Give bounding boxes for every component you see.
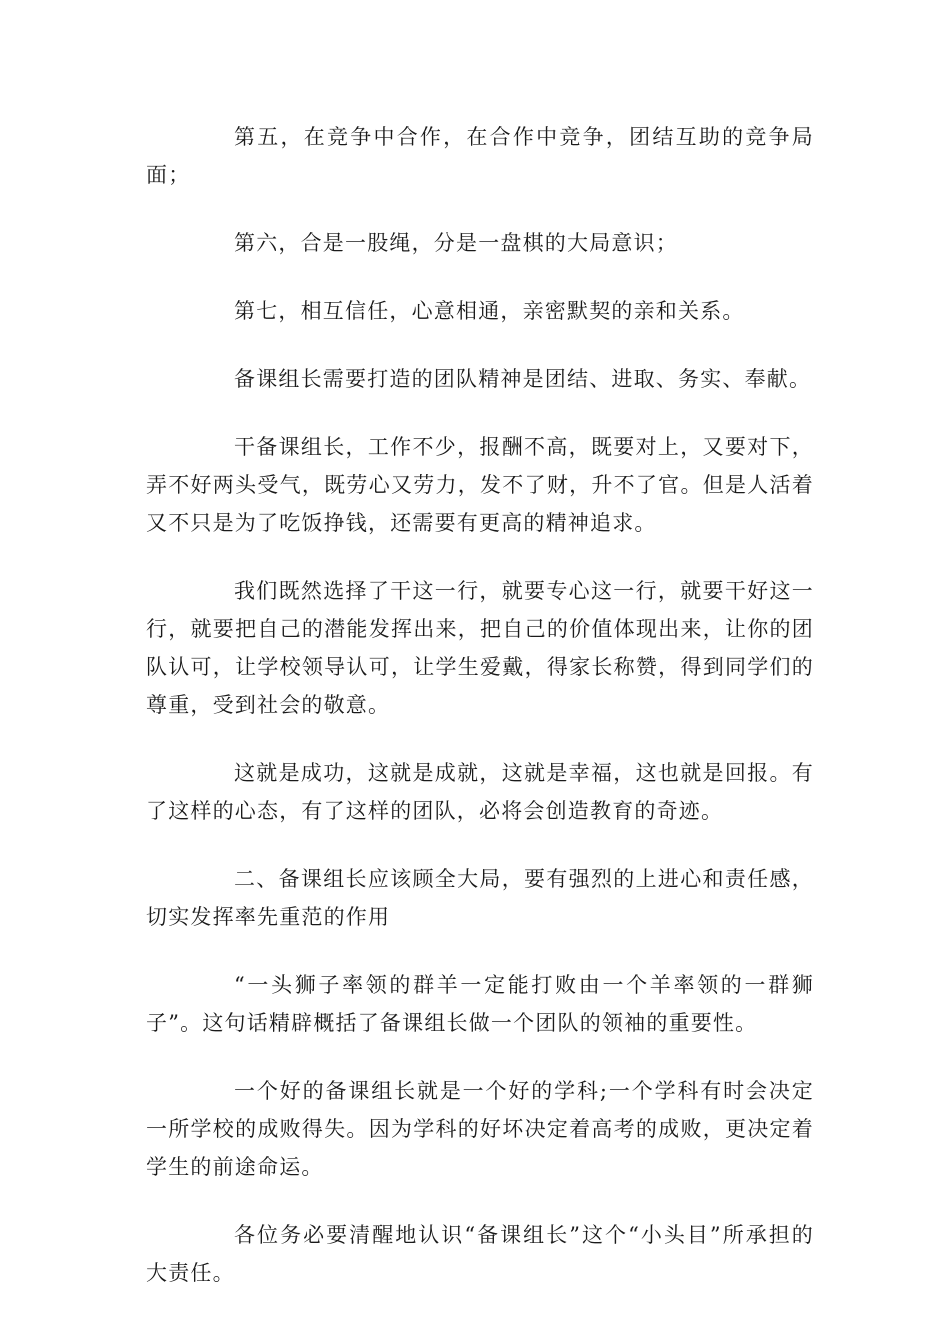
document-body [146,118,814,1292]
paragraph: 我们既然选择了干这一行，就要专心这一行，就要干好这一行，就要把自己的潜能发挥出来，把自己的价值体现出来，让你的团队认可，让学校领导认可，让学生爱戴，得家长称赞，得到同学们的尊重，受到社会的敬意。 [146,579,814,717]
paragraph: 一个好的备课组长就是一个好的学科;一个学科有时会决定一所学校的成败得失。因为学科的好坏决定着高考的成败，更决定着学生的前途命运。 [146,1079,814,1179]
paragraph: 干备课组长，工作不少，报酬不高，既要对上，又要对下，弄不好两头受气，既劳心又劳力，发不了财，升不了官。但是人活着又不只是为了吃饭挣钱，还需要有更高的精神追求。 [146,435,814,535]
paragraph: “一头狮子率领的群羊一定能打败由一个羊率领的一群狮子”。这句话精辟概括了备课组长做一个团队的领袖的重要性。 [146,973,814,1035]
section-heading: 二、备课组长应该顾全大局，要有强烈的上进心和责任感，切实发挥率先重范的作用 [146,867,814,929]
paragraph: 第五，在竞争中合作，在合作中竞争，团结互助的竞争局面； [146,125,814,187]
paragraph: 第六，合是一股绳，分是一盘棋的大局意识； [234,231,678,255]
paragraph: 各位务必要清醒地认识“备课组长”这个“小头目”所承担的大责任。 [146,1223,814,1285]
paragraph: 这就是成功，这就是成就，这就是幸福，这也就是回报。有了这样的心态，有了这样的团队，必将会创造教育的奇迹。 [146,761,814,823]
paragraph: 第七，相互信任，心意相通，亲密默契的亲和关系。 [234,299,745,323]
paragraph: 备课组长需要打造的团队精神是团结、进取、务实、奉献。 [234,367,812,391]
